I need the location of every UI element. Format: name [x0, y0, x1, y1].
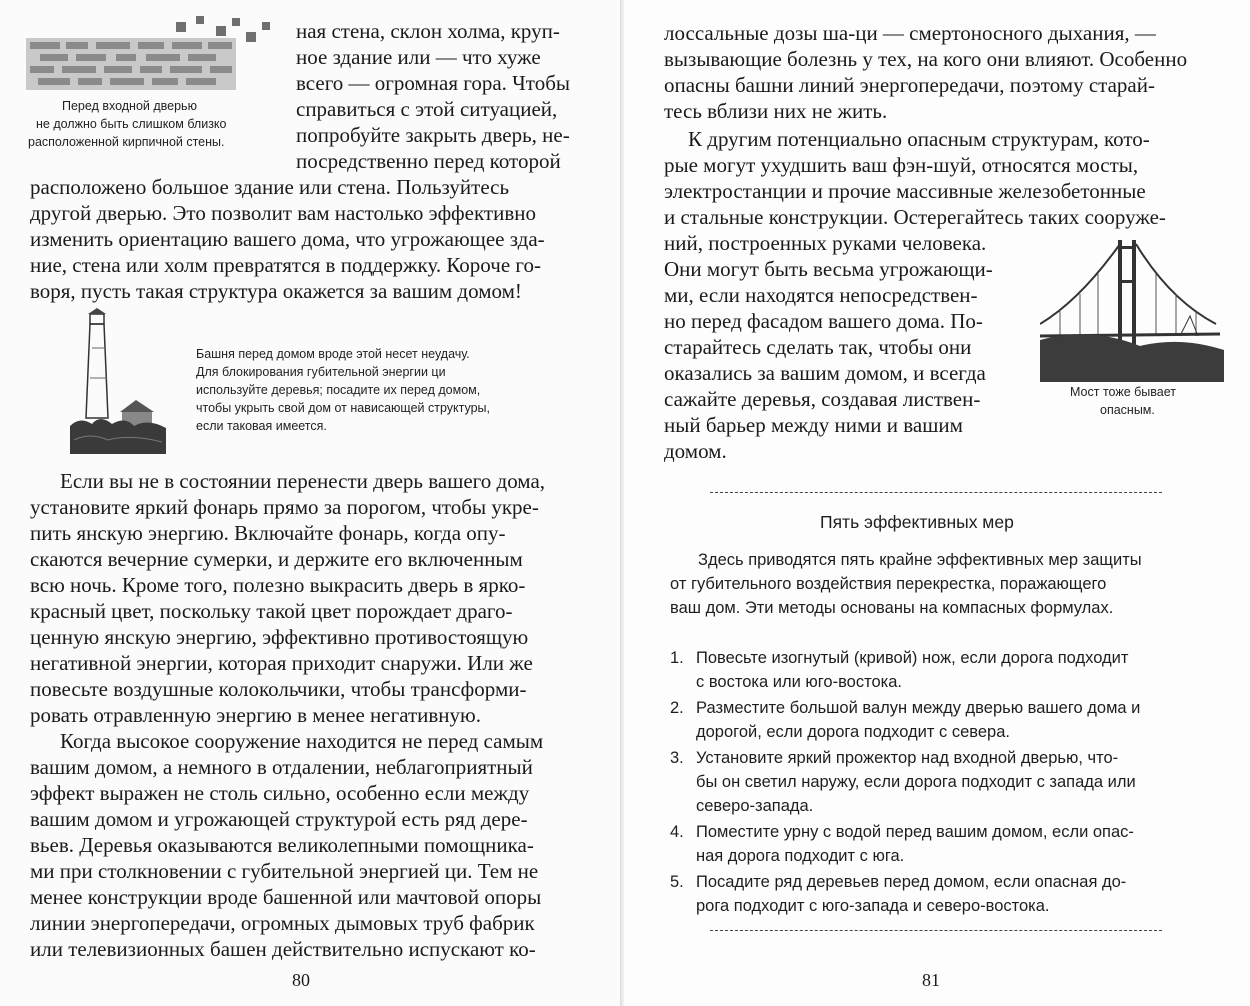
text-line: линии энергопередачи, огромных дымовых труб фабрик — [30, 911, 535, 935]
bridge-illustration — [1040, 240, 1224, 382]
text-line: Когда высокое сооружение находится не перед самым — [60, 729, 544, 753]
text-line: вьев. Деревья оказываются великолепными помощника- — [30, 833, 534, 857]
list-item-line: Повесьте изогнутый (кривой) нож, если дорога подходит — [696, 649, 1129, 667]
caption-line: Перед входной дверью — [62, 99, 197, 113]
text-line: электростанции и прочие массивные железобетонные — [664, 179, 1146, 203]
text-line: всего — огромная гора. Чтобы — [296, 71, 571, 95]
text-line: вашим домом и угрожающей структурой есть ряд дере- — [30, 807, 528, 831]
caption-line: Башня перед домом вроде этой несет неудачу. — [196, 347, 470, 361]
text-line: тесь вблизи них не жить. — [664, 99, 888, 123]
text-line: всю ночь. Кроме того, полезно выкрасить дверь в ярко- — [30, 573, 526, 597]
text-line: скаются вечерние сумерки, и держите его включенным — [30, 547, 523, 571]
list-item-line: с востока или юго-востока. — [696, 673, 902, 691]
caption-line: не должно быть слишком близко — [36, 117, 227, 131]
text-line: ровать отравленную энергию в менее негативную. — [30, 703, 481, 727]
caption-line: расположенной кирпичной стены. — [28, 135, 225, 149]
text-line: сажайте деревья, создавая листвен- — [664, 387, 981, 411]
caption-line: Для блокирования губительной энергии ци — [196, 365, 446, 379]
right-page — [624, 0, 1250, 1006]
caption-line: используйте деревья; посадите их перед домом, — [196, 383, 481, 397]
text-line: повесьте воздушные колокольчики, чтобы трансформи- — [30, 677, 527, 701]
text-line: рые могут ухудшить ваш фэн-шуй, относятся мосты, — [664, 153, 1139, 177]
text-line: менее конструкции вроде башенной или мачтовой опоры — [30, 885, 542, 909]
text-line: но перед фасадом вашего дома. По- — [664, 309, 983, 333]
text-line: и стальные конструкции. Остерегайтесь таких сооруже- — [664, 205, 1166, 229]
text-line: попробуйте закрыть дверь, не- — [296, 123, 570, 147]
text-line: вызывающие болезнь у тех, на кого они влияют. Особенно — [664, 47, 1188, 71]
text-line: ценную янскую энергию, эффективно противостоящую — [30, 625, 529, 649]
text-line: ное здание или — что хуже — [296, 45, 541, 69]
box-intro-line: ваш дом. Эти методы основаны на компасных формулах. — [670, 599, 1114, 617]
list-item-line: Установите яркий прожектор над входной дверью, что- — [696, 749, 1119, 767]
text-line: ми, если находятся непосредствен- — [664, 283, 978, 307]
text-line: К другим потенциально опасным структурам, кото- — [688, 127, 1150, 151]
list-item-line: дорогой, если дорога подходит с севера. — [696, 723, 1010, 741]
caption-line: опасным. — [1100, 403, 1155, 417]
page-number: 80 — [292, 970, 310, 990]
list-item-line: Разместите большой валун между дверью вашего дома и — [696, 699, 1141, 717]
text-line: установите яркий фонарь прямо за порогом, чтобы укре- — [30, 495, 539, 519]
list-item-number: 1. — [670, 649, 684, 667]
text-line: справиться с этой ситуацией, — [296, 97, 558, 121]
brick-wall-illustration — [26, 16, 276, 96]
text-line: Если вы не в состоянии перенести дверь вашего дома, — [60, 469, 546, 493]
box-intro-line: от губительного воздействия перекрестка, поражающего — [670, 575, 1107, 593]
text-line: другой дверью. Это позволит вам настолько эффективно — [30, 201, 536, 225]
box-intro-line: Здесь приводятся пять крайне эффективных мер защиты — [698, 551, 1142, 569]
text-line: опасны башни линий энергопередачи, поэтому старай- — [664, 73, 1155, 97]
text-line: старайтесь сделать так, чтобы они — [664, 335, 972, 359]
list-item-line: бы он светил наружу, если дорога подходит с запада или — [696, 773, 1136, 791]
text-line: посредственно перед которой — [296, 149, 561, 173]
caption-line: чтобы укрыть свой дом от нависающей структуры, — [196, 401, 491, 415]
box-bottom-rule — [710, 930, 1162, 931]
text-line: лоссальные дозы ша-ци — смертоносного дыхания, — — [664, 21, 1156, 45]
box-title: Пять эффективных мер — [820, 512, 1014, 532]
text-line: ми при столкновении с губительной энергией ци. Тем не — [30, 859, 539, 883]
list-item-line: Посадите ряд деревьев перед домом, если опасная до- — [696, 873, 1127, 891]
list-item-number: 5. — [670, 873, 684, 891]
text-line: негативной энергии, которая приходит снаружи. Или же — [30, 651, 533, 675]
left-page — [0, 0, 622, 1006]
text-line: оказались за вашим домом, и всегда — [664, 361, 986, 385]
list-item-line: северо-запада. — [696, 797, 814, 815]
text-line: воря, пусть такая структура окажется за вашим домом! — [30, 279, 522, 303]
list-item-line: ная дорога подходит с юга. — [696, 847, 905, 865]
list-item-line: Поместите урну с водой перед вашим домом, если опас- — [696, 823, 1134, 841]
box-top-rule — [710, 492, 1162, 493]
text-line: вашим домом, а немного в отдалении, неблагоприятный — [30, 755, 533, 779]
text-line: пить янскую энергию. Включайте фонарь, когда опу- — [30, 521, 506, 545]
list-item-number: 3. — [670, 749, 684, 767]
text-line: эффект выражен не столь сильно, особенно если между — [30, 781, 530, 805]
list-item-number: 2. — [670, 699, 684, 717]
text-line: ная стена, склон холма, круп- — [296, 19, 560, 43]
caption-line: Мост тоже бывает — [1070, 385, 1176, 399]
lighthouse-illustration — [70, 308, 170, 454]
text-line: домом. — [664, 439, 727, 463]
text-line: расположено большое здание или стена. Пользуйтесь — [30, 175, 510, 199]
text-line: или телевизионных башен действительно испускают ко- — [30, 937, 536, 961]
page-number: 81 — [922, 970, 940, 990]
text-line: Они могут быть весьма угрожающи- — [664, 257, 993, 281]
text-line: ный барьер между ними и вашим — [664, 413, 963, 437]
text-line: ний, построенных руками человека. — [664, 231, 987, 255]
text-line: ние, стена или холм превратятся в поддержку. Короче го- — [30, 253, 541, 277]
list-item-number: 4. — [670, 823, 684, 841]
caption-line: если таковая имеется. — [196, 419, 327, 433]
text-line: красный цвет, поскольку такой цвет порождает драго- — [30, 599, 513, 623]
list-item-line: рога подходит с юго-запада и северо-востока. — [696, 897, 1050, 915]
text-line: изменить ориентацию вашего дома, что угрожающее зда- — [30, 227, 545, 251]
